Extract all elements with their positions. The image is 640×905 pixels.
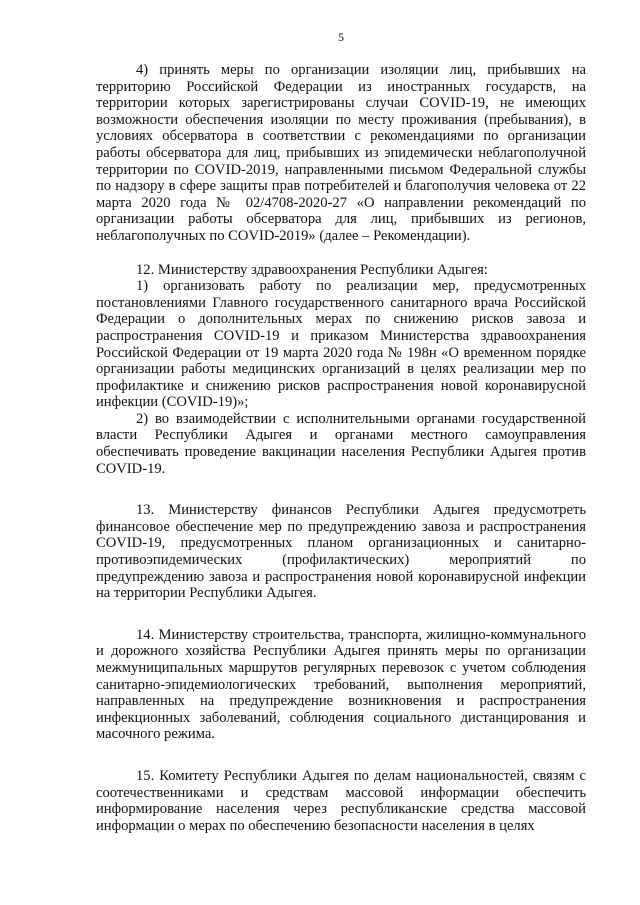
paragraph-section-12-item-1: 1) организовать работу по реализации мер, предусмотренных постановлениями Главного государственного санитарного врача Российской Федерации о дополнительных мерах по снижению рисков завоза и распространения COVID-19 и приказом Министерства здравоохранения Российской Федерации от 19 марта 2020 года № 198н «О временном порядке организации работы медицинских организаций в целях реализации мер по профилактике и снижению рисков распространения новой коронавирусной инфекции (COVID-19)»; — [96, 278, 586, 411]
paragraph-item-4-observator: 4) принять меры по организации изоляции лиц, прибывших на территорию Российской Федерации из иностранных государств, на территории которых зарегистрированы случаи COVID-19, не имеющих возможности обеспечения изоляции по месту проживания (пребывания), в условиях обсерватора в соответствии с рекомендациями по организации работы обсерватора для лиц, прибывших из эпидемически неблагополучной территории по COVID-2019, направленными письмом Федеральной службы по надзору в сфере защиты прав потребителей и благополучия человека от 22 марта 2020 года № 02/4708-2020-27 «О направлении рекомендаций по организации работы обсерватора для лиц, прибывших из регионов, неблагополучных по COVID-2019» (далее – Рекомендации). — [96, 62, 586, 244]
paragraph-gap — [96, 743, 586, 768]
paragraph-section-13: 13. Министерству финансов Республики Адыгея предусмотреть финансовое обеспечение мер по предупреждению завоза и распространения COVID-19, предусмотренных планом организационных и санитарно-противоэпидемических (профилактических) мероприятий по предупреждению завоза и распространения новой коронавирусной инфекции на территории Республики Адыгея. — [96, 502, 586, 602]
paragraph-section-14: 14. Министерству строительства, транспорта, жилищно-коммунального и дорожного хозяйства Республики Адыгея принять меры по организации межмуниципальных маршрутов регулярных перевозок с учетом соблюдения санитарно-эпидемиологических требований, выполнения мероприятий, направленных на предупреждение возникновения и распространения инфекционных заболеваний, соблюдения социального дистанцирования и масочного режима. — [96, 626, 586, 743]
paragraph-section-12-item-2: 2) во взаимодействии с исполнительными органами государственной власти Республики Адыгея и органами местного самоуправления обеспечивать проведение вакцинации населения Республики Адыгея против COVID-19. — [96, 410, 586, 477]
paragraph-gap — [96, 477, 586, 502]
paragraph-section-15: 15. Комитету Республики Адыгея по делам национальностей, связям с соотечественниками и средствам массовой информации обеспечить информирование населения через республиканские средства массовой информации о мерах по обеспечению безопасности населения в целях — [96, 767, 586, 834]
document-body — [96, 62, 586, 834]
page-number: 5 — [338, 30, 344, 44]
paragraph-gap — [96, 245, 586, 262]
paragraph-section-12-heading: 12. Министерству здравоохранения Республики Адыгея: — [136, 261, 488, 278]
document-page — [96, 0, 586, 905]
paragraph-gap — [96, 602, 586, 627]
